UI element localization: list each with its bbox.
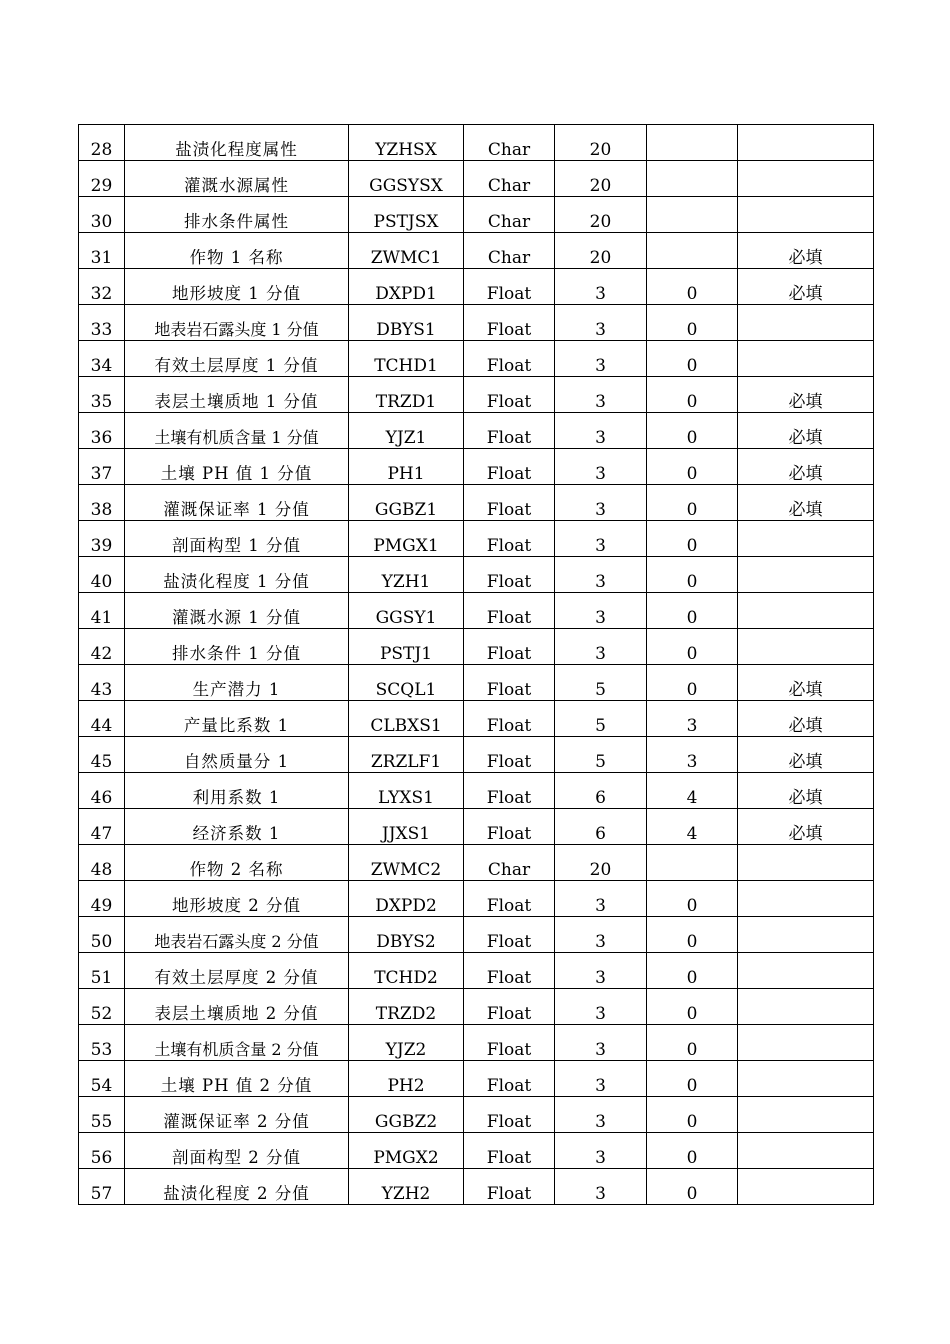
cell-field-type: Float xyxy=(464,269,555,305)
cell-field-type: Float xyxy=(464,1133,555,1169)
cell-decimal-places: 0 xyxy=(647,1133,738,1169)
cell-required-flag: 必填 xyxy=(738,377,874,413)
cell-row-number: 53 xyxy=(79,1025,125,1061)
table-row xyxy=(79,521,874,557)
cell-field-code: TCHD1 xyxy=(349,341,464,377)
cell-field-code: DXPD1 xyxy=(349,269,464,305)
cell-field-type: Float xyxy=(464,701,555,737)
cell-field-name: 土壤有机质含量 2 分值 xyxy=(125,1025,349,1061)
cell-field-name: 灌溉水源属性 xyxy=(125,161,349,197)
cell-field-name: 有效土层厚度 2 分值 xyxy=(125,953,349,989)
cell-field-code: PMGX1 xyxy=(349,521,464,557)
cell-row-number: 28 xyxy=(79,125,125,161)
cell-field-length: 3 xyxy=(555,449,647,485)
cell-field-type: Float xyxy=(464,377,555,413)
cell-field-length: 3 xyxy=(555,521,647,557)
cell-decimal-places: 0 xyxy=(647,1169,738,1205)
cell-row-number: 52 xyxy=(79,989,125,1025)
cell-required-flag xyxy=(738,1061,874,1097)
cell-decimal-places: 0 xyxy=(647,521,738,557)
cell-field-name: 灌溉保证率 1 分值 xyxy=(125,485,349,521)
cell-decimal-places: 0 xyxy=(647,917,738,953)
cell-field-code: YJZ2 xyxy=(349,1025,464,1061)
cell-field-length: 3 xyxy=(555,1097,647,1133)
cell-field-type: Float xyxy=(464,665,555,701)
cell-row-number: 29 xyxy=(79,161,125,197)
cell-field-name: 表层土壤质地 1 分值 xyxy=(125,377,349,413)
cell-field-name: 利用系数 1 xyxy=(125,773,349,809)
cell-field-name: 土壤 PH 值 1 分值 xyxy=(125,449,349,485)
cell-field-length: 5 xyxy=(555,701,647,737)
cell-field-type: Float xyxy=(464,305,555,341)
cell-field-type: Float xyxy=(464,737,555,773)
cell-decimal-places: 0 xyxy=(647,269,738,305)
cell-row-number: 42 xyxy=(79,629,125,665)
cell-decimal-places xyxy=(647,233,738,269)
table-row xyxy=(79,1133,874,1169)
cell-decimal-places: 0 xyxy=(647,953,738,989)
cell-field-length: 5 xyxy=(555,737,647,773)
table-row xyxy=(79,557,874,593)
cell-field-length: 3 xyxy=(555,269,647,305)
cell-field-name: 盐渍化程度属性 xyxy=(125,125,349,161)
cell-field-length: 5 xyxy=(555,665,647,701)
cell-required-flag: 必填 xyxy=(738,449,874,485)
cell-field-name: 排水条件属性 xyxy=(125,197,349,233)
cell-field-code: PMGX2 xyxy=(349,1133,464,1169)
cell-field-code: ZWMC1 xyxy=(349,233,464,269)
table-row xyxy=(79,701,874,737)
cell-field-code: ZWMC2 xyxy=(349,845,464,881)
cell-field-type: Char xyxy=(464,845,555,881)
cell-field-type: Float xyxy=(464,593,555,629)
cell-required-flag: 必填 xyxy=(738,809,874,845)
cell-field-type: Float xyxy=(464,1061,555,1097)
cell-field-length: 3 xyxy=(555,989,647,1025)
cell-decimal-places: 3 xyxy=(647,701,738,737)
cell-field-name: 盐渍化程度 1 分值 xyxy=(125,557,349,593)
cell-row-number: 39 xyxy=(79,521,125,557)
cell-field-type: Float xyxy=(464,881,555,917)
cell-row-number: 35 xyxy=(79,377,125,413)
cell-row-number: 40 xyxy=(79,557,125,593)
cell-row-number: 50 xyxy=(79,917,125,953)
cell-field-length: 3 xyxy=(555,1025,647,1061)
cell-row-number: 47 xyxy=(79,809,125,845)
table-row xyxy=(79,341,874,377)
cell-field-code: PH2 xyxy=(349,1061,464,1097)
cell-field-code: YZHSX xyxy=(349,125,464,161)
cell-decimal-places: 0 xyxy=(647,593,738,629)
cell-field-length: 20 xyxy=(555,125,647,161)
cell-field-type: Char xyxy=(464,161,555,197)
cell-decimal-places: 0 xyxy=(647,989,738,1025)
cell-required-flag xyxy=(738,593,874,629)
cell-row-number: 45 xyxy=(79,737,125,773)
cell-required-flag xyxy=(738,1025,874,1061)
cell-field-name: 地表岩石露头度 2 分值 xyxy=(125,917,349,953)
cell-decimal-places: 3 xyxy=(647,737,738,773)
cell-field-code: TCHD2 xyxy=(349,953,464,989)
cell-decimal-places: 0 xyxy=(647,449,738,485)
table-row xyxy=(79,845,874,881)
cell-required-flag xyxy=(738,953,874,989)
cell-row-number: 46 xyxy=(79,773,125,809)
cell-row-number: 56 xyxy=(79,1133,125,1169)
cell-required-flag: 必填 xyxy=(738,233,874,269)
table-row xyxy=(79,485,874,521)
cell-field-code: PSTJSX xyxy=(349,197,464,233)
table-body xyxy=(79,125,874,1205)
cell-decimal-places: 0 xyxy=(647,1025,738,1061)
cell-row-number: 36 xyxy=(79,413,125,449)
cell-field-code: YZH2 xyxy=(349,1169,464,1205)
cell-field-length: 3 xyxy=(555,557,647,593)
cell-field-length: 3 xyxy=(555,377,647,413)
cell-field-code: DXPD2 xyxy=(349,881,464,917)
cell-row-number: 43 xyxy=(79,665,125,701)
table-row xyxy=(79,1061,874,1097)
cell-required-flag xyxy=(738,125,874,161)
cell-decimal-places: 0 xyxy=(647,413,738,449)
cell-required-flag xyxy=(738,881,874,917)
cell-decimal-places: 0 xyxy=(647,341,738,377)
cell-field-type: Float xyxy=(464,917,555,953)
cell-decimal-places: 0 xyxy=(647,305,738,341)
cell-field-type: Float xyxy=(464,1025,555,1061)
table-row xyxy=(79,305,874,341)
cell-row-number: 51 xyxy=(79,953,125,989)
cell-field-name: 表层土壤质地 2 分值 xyxy=(125,989,349,1025)
cell-required-flag xyxy=(738,989,874,1025)
cell-row-number: 44 xyxy=(79,701,125,737)
cell-field-length: 20 xyxy=(555,161,647,197)
cell-decimal-places: 0 xyxy=(647,1061,738,1097)
cell-field-name: 灌溉保证率 2 分值 xyxy=(125,1097,349,1133)
cell-decimal-places xyxy=(647,197,738,233)
cell-required-flag xyxy=(738,197,874,233)
table-row xyxy=(79,665,874,701)
cell-decimal-places: 4 xyxy=(647,773,738,809)
table-row xyxy=(79,377,874,413)
cell-decimal-places xyxy=(647,125,738,161)
cell-row-number: 31 xyxy=(79,233,125,269)
cell-field-length: 6 xyxy=(555,809,647,845)
cell-row-number: 49 xyxy=(79,881,125,917)
cell-field-length: 3 xyxy=(555,881,647,917)
table-row xyxy=(79,233,874,269)
cell-decimal-places xyxy=(647,845,738,881)
cell-decimal-places: 0 xyxy=(647,1097,738,1133)
cell-field-name: 盐渍化程度 2 分值 xyxy=(125,1169,349,1205)
cell-field-name: 排水条件 1 分值 xyxy=(125,629,349,665)
cell-required-flag xyxy=(738,917,874,953)
cell-row-number: 48 xyxy=(79,845,125,881)
cell-field-name: 经济系数 1 xyxy=(125,809,349,845)
cell-field-code: YJZ1 xyxy=(349,413,464,449)
cell-field-name: 地形坡度 2 分值 xyxy=(125,881,349,917)
cell-field-length: 3 xyxy=(555,629,647,665)
cell-field-code: GGBZ1 xyxy=(349,485,464,521)
cell-decimal-places: 0 xyxy=(647,485,738,521)
cell-field-code: PSTJ1 xyxy=(349,629,464,665)
cell-field-type: Char xyxy=(464,197,555,233)
cell-field-type: Float xyxy=(464,485,555,521)
cell-field-code: LYXS1 xyxy=(349,773,464,809)
cell-field-type: Float xyxy=(464,413,555,449)
cell-field-type: Float xyxy=(464,809,555,845)
cell-required-flag xyxy=(738,557,874,593)
table-row xyxy=(79,125,874,161)
field-definition-table xyxy=(78,124,874,1205)
table-row xyxy=(79,269,874,305)
cell-field-name: 土壤有机质含量 1 分值 xyxy=(125,413,349,449)
cell-required-flag xyxy=(738,629,874,665)
cell-field-type: Float xyxy=(464,989,555,1025)
cell-required-flag xyxy=(738,161,874,197)
table-row xyxy=(79,629,874,665)
cell-decimal-places: 0 xyxy=(647,665,738,701)
cell-field-length: 20 xyxy=(555,233,647,269)
cell-field-type: Float xyxy=(464,521,555,557)
cell-row-number: 37 xyxy=(79,449,125,485)
cell-field-type: Float xyxy=(464,1169,555,1205)
cell-field-type: Float xyxy=(464,953,555,989)
cell-field-code: JJXS1 xyxy=(349,809,464,845)
cell-required-flag: 必填 xyxy=(738,701,874,737)
table-row xyxy=(79,737,874,773)
cell-field-name: 灌溉水源 1 分值 xyxy=(125,593,349,629)
cell-field-length: 3 xyxy=(555,305,647,341)
table-row xyxy=(79,413,874,449)
table-row xyxy=(79,1025,874,1061)
cell-field-code: DBYS2 xyxy=(349,917,464,953)
table-row xyxy=(79,953,874,989)
cell-field-type: Float xyxy=(464,1097,555,1133)
cell-field-name: 自然质量分 1 xyxy=(125,737,349,773)
cell-field-type: Float xyxy=(464,449,555,485)
cell-required-flag xyxy=(738,845,874,881)
cell-field-length: 3 xyxy=(555,413,647,449)
table-row xyxy=(79,449,874,485)
cell-required-flag xyxy=(738,341,874,377)
cell-field-name: 作物 2 名称 xyxy=(125,845,349,881)
cell-field-type: Float xyxy=(464,557,555,593)
cell-decimal-places: 4 xyxy=(647,809,738,845)
cell-field-code: CLBXS1 xyxy=(349,701,464,737)
cell-field-type: Float xyxy=(464,341,555,377)
cell-row-number: 41 xyxy=(79,593,125,629)
cell-field-code: DBYS1 xyxy=(349,305,464,341)
table-row xyxy=(79,593,874,629)
table-row xyxy=(79,161,874,197)
table-row xyxy=(79,917,874,953)
cell-required-flag: 必填 xyxy=(738,773,874,809)
cell-field-name: 生产潜力 1 xyxy=(125,665,349,701)
cell-field-length: 3 xyxy=(555,917,647,953)
cell-row-number: 54 xyxy=(79,1061,125,1097)
cell-required-flag xyxy=(738,1169,874,1205)
cell-field-code: GGBZ2 xyxy=(349,1097,464,1133)
table-row xyxy=(79,1169,874,1205)
cell-field-length: 6 xyxy=(555,773,647,809)
cell-row-number: 38 xyxy=(79,485,125,521)
cell-field-code: GGSY1 xyxy=(349,593,464,629)
cell-decimal-places: 0 xyxy=(647,881,738,917)
cell-field-length: 20 xyxy=(555,197,647,233)
cell-field-code: GGSYSX xyxy=(349,161,464,197)
table-row xyxy=(79,197,874,233)
cell-field-length: 3 xyxy=(555,1133,647,1169)
cell-field-length: 3 xyxy=(555,1061,647,1097)
cell-field-length: 3 xyxy=(555,485,647,521)
cell-field-length: 3 xyxy=(555,593,647,629)
cell-required-flag xyxy=(738,1097,874,1133)
cell-row-number: 55 xyxy=(79,1097,125,1133)
cell-field-name: 作物 1 名称 xyxy=(125,233,349,269)
cell-field-name: 剖面构型 2 分值 xyxy=(125,1133,349,1169)
cell-required-flag xyxy=(738,521,874,557)
cell-decimal-places xyxy=(647,161,738,197)
cell-field-name: 土壤 PH 值 2 分值 xyxy=(125,1061,349,1097)
cell-decimal-places: 0 xyxy=(647,557,738,593)
cell-field-code: YZH1 xyxy=(349,557,464,593)
cell-required-flag xyxy=(738,1133,874,1169)
cell-field-length: 20 xyxy=(555,845,647,881)
table-row xyxy=(79,773,874,809)
cell-field-name: 地形坡度 1 分值 xyxy=(125,269,349,305)
cell-field-code: TRZD2 xyxy=(349,989,464,1025)
cell-field-name: 有效土层厚度 1 分值 xyxy=(125,341,349,377)
cell-field-type: Char xyxy=(464,233,555,269)
cell-row-number: 34 xyxy=(79,341,125,377)
cell-required-flag: 必填 xyxy=(738,269,874,305)
cell-field-length: 3 xyxy=(555,953,647,989)
cell-row-number: 33 xyxy=(79,305,125,341)
cell-field-name: 产量比系数 1 xyxy=(125,701,349,737)
cell-field-type: Float xyxy=(464,773,555,809)
cell-field-code: PH1 xyxy=(349,449,464,485)
cell-decimal-places: 0 xyxy=(647,377,738,413)
cell-field-code: ZRZLF1 xyxy=(349,737,464,773)
cell-row-number: 30 xyxy=(79,197,125,233)
table-row xyxy=(79,1097,874,1133)
cell-row-number: 32 xyxy=(79,269,125,305)
cell-field-name: 地表岩石露头度 1 分值 xyxy=(125,305,349,341)
cell-field-code: TRZD1 xyxy=(349,377,464,413)
cell-field-length: 3 xyxy=(555,341,647,377)
cell-required-flag xyxy=(738,305,874,341)
table-row xyxy=(79,809,874,845)
table-row xyxy=(79,989,874,1025)
cell-required-flag: 必填 xyxy=(738,737,874,773)
cell-field-code: SCQL1 xyxy=(349,665,464,701)
cell-field-type: Char xyxy=(464,125,555,161)
cell-row-number: 57 xyxy=(79,1169,125,1205)
cell-required-flag: 必填 xyxy=(738,413,874,449)
cell-decimal-places: 0 xyxy=(647,629,738,665)
cell-field-name: 剖面构型 1 分值 xyxy=(125,521,349,557)
cell-field-length: 3 xyxy=(555,1169,647,1205)
cell-field-type: Float xyxy=(464,629,555,665)
cell-required-flag: 必填 xyxy=(738,485,874,521)
cell-required-flag: 必填 xyxy=(738,665,874,701)
table-row xyxy=(79,881,874,917)
